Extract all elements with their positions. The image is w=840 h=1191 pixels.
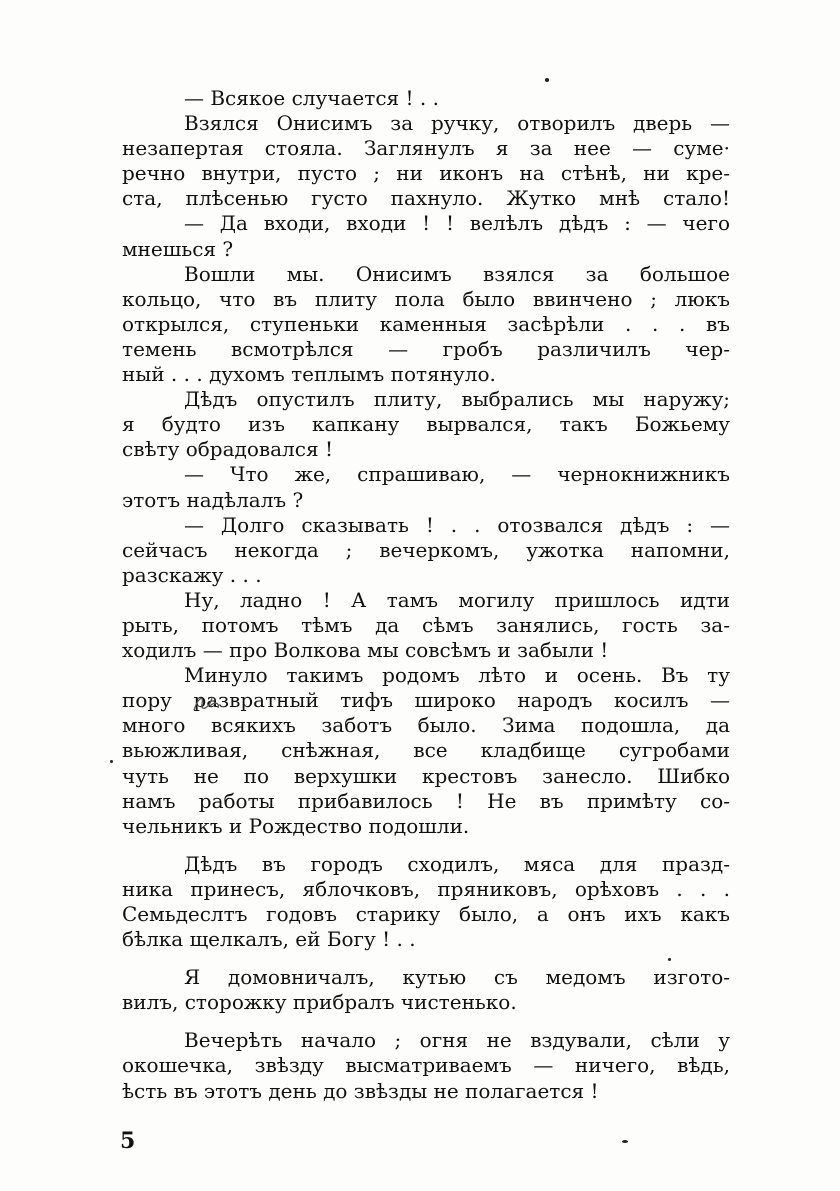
text-line: Дѣдъ опустилъ плиту, выбрались мы наружу; — [184, 387, 730, 412]
ink-speck — [545, 78, 549, 82]
text-line: ста, плѣсенью густо пахнуло. Жутко мнѣ стало! — [122, 186, 730, 211]
text-line: мнешься ? — [122, 236, 234, 261]
text-line: ный . . . духомъ теплымъ потянуло. — [122, 362, 496, 387]
text-line: Ну, ладно ! А тамъ могилу пришлось идти — [184, 587, 730, 612]
text-line: открылся, ступеньки каменныя засѣрѣли . . . въ — [122, 311, 730, 336]
text-line: — Да входи, входи ! ! велѣлъ дѣдъ : — чего — [184, 211, 730, 236]
paragraph-gap — [122, 839, 730, 852]
text-line: — Всякое случается ! . . — [184, 86, 439, 110]
text-line: ѣсть въ этотъ день до звѣзды не полагается ! — [122, 1078, 599, 1103]
text-line: рыть, потомъ тѣмъ да сѣмъ занялись, гость за- — [122, 612, 730, 637]
text-line: темень всмотрѣлся — гробъ различилъ чер- — [122, 336, 730, 361]
text-line: ходилъ — про Волкова мы совсѣмъ и забыли ! — [122, 638, 609, 663]
text-line: окошечка, звѣзду высматриваемъ — ничего, вѣдь, — [122, 1053, 730, 1078]
text-line: речно внутри, пусто ; ни иконъ на стѣнѣ, ни кре- — [122, 161, 730, 186]
text-line: намъ работы прибавилось ! Не въ примѣту со- — [122, 788, 730, 813]
text-line: сейчасъ некогда ; вечеркомъ, ужотка напомни, — [122, 537, 730, 562]
text-line: — Что же, спрашиваю, — чернокнижникъ — [184, 462, 730, 487]
paragraph-gap — [122, 952, 730, 965]
text-line: вилъ, сторожку прибралъ чистенько. — [122, 990, 517, 1015]
text-line: много всякихъ заботъ было. Зима подошла, да — [122, 713, 730, 738]
text-line: вьюжливая, снѣжная, все кладбище сугробами — [122, 738, 730, 763]
paragraph-gap — [122, 1015, 730, 1028]
text-line: Взялся Онисимъ за ручку, отворилъ дверь — — [184, 111, 730, 136]
text-line: Вечерѣть начало ; огня не вздували, сѣли у — [184, 1028, 730, 1053]
text-line: Минуло такимъ родомъ лѣто и осень. Въ ту — [184, 663, 730, 688]
text-line: — Долго сказывать ! . . отозвался дѣдъ : — — [184, 512, 730, 537]
text-line: Я домовничалъ, кутью съ медомъ изгото- — [184, 965, 730, 990]
ink-speck — [110, 760, 113, 763]
text-line: бѣлка щелкалъ, ей Богу ! . . — [122, 927, 416, 952]
text-line: свѣту обрадовался ! — [122, 437, 333, 462]
page-number: 5 — [120, 1128, 136, 1154]
text-line: разскажу . . . — [122, 562, 262, 587]
text-line: Вошли мы. Онисимъ взялся за большое — [184, 261, 730, 286]
text-line: Дѣдъ въ городъ сходилъ, мяса для празд- — [184, 851, 730, 876]
ink-speck — [668, 958, 671, 961]
text-line: Семьдеслтъ годовъ старику было, а онъ ихъ какъ — [122, 902, 730, 926]
text-line: пору развратный тифъ широко народъ косилъ — — [122, 688, 730, 713]
pencil-annotation — [190, 688, 224, 718]
text-line: я будто изъ капкану вырвался, такъ Божьему — [122, 412, 730, 437]
text-line: ника принесъ, яблочковъ, пряниковъ, орѣховъ . . . — [122, 876, 730, 901]
text-line: незапертая стояла. Заглянулъ я за нее — суме· — [122, 136, 730, 161]
text-line: чуть не по верхушки крестовъ занесло. Шибко — [122, 763, 730, 788]
text-line: этотъ надѣлалъ ? — [122, 487, 304, 512]
page-text — [122, 86, 730, 1104]
text-line: кольцо, что въ плиту пола было ввинчено ; люкъ — [122, 286, 730, 311]
ink-speck — [622, 1140, 628, 1143]
text-line: чельникъ и Рождество подошли. — [122, 813, 470, 838]
